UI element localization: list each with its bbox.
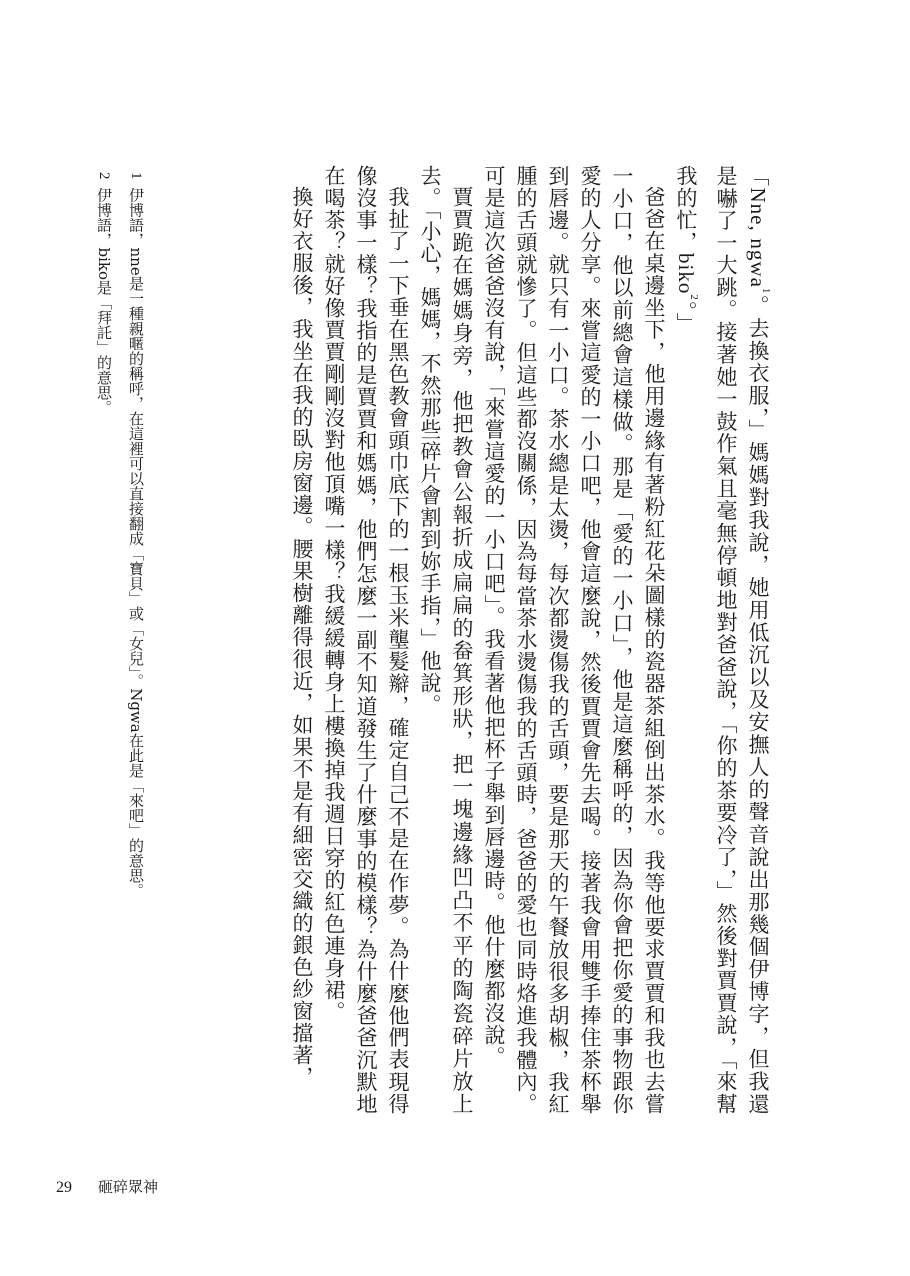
latin-term: biko	[674, 253, 698, 295]
footnotes	[88, 172, 152, 1122]
text-run: 賈賈跪在媽媽身旁，他把教會公報折成扁扁的畚箕形狀，把一塊邊緣凹凸不平的陶瓷碎片放上去。「小心，媽媽，不然那些碎片會割到妳手指，」他說。	[418, 165, 474, 1115]
text-run: 。去換衣服，」媽媽對我說，她用低沉以及安撫人的聲音說出那幾個伊博字，但我還是嚇了一大跳。接著她一鼓作氣且毫無停頓地對爸爸說，「你的茶要冷了，」然後對賈賈說，「來幫我的忙，	[674, 165, 770, 1115]
footnote-text: 伊博語，nne是一種親暱的稱呼，在這裡可以直接翻成「寶貝」或「女兒」。Ngwa在此是「來吧」的意思。	[127, 187, 145, 898]
book-title: 砸碎眾神	[98, 1178, 159, 1196]
footnote	[120, 172, 152, 1122]
footnote-number: 2	[96, 172, 112, 180]
page-footer	[56, 1176, 158, 1197]
footnote-ref: 1	[760, 287, 772, 295]
footnote-ref: 2	[688, 294, 700, 301]
paragraph	[286, 165, 318, 1115]
footnote	[88, 172, 120, 1122]
text-run: 我扯了一下垂在黑色教會頭巾底下的一根玉米壟髮辮，確定自己不是在作夢。為什麼他們表現得像沒事一樣？我指的是賈賈和媽媽，他們怎麼一副不知道發生了什麼事的模樣？為什麼爸爸沉默地在喝茶？就好像賈賈剛剛沒對他頂嘴一樣？我緩緩轉身上樓換掉我週日穿的紅色連身裙。	[322, 165, 410, 1115]
footnote-number: 1	[128, 172, 144, 180]
text-run: 換好衣服後，我坐在我的臥房窗邊。腰果樹離得很近，如果不是有細密交織的銀色紗窗擋著，	[290, 186, 314, 1088]
paragraph	[414, 165, 478, 1115]
text-run: 。」	[674, 300, 698, 335]
latin-term: Nne, ngwa	[746, 187, 770, 288]
text-run: 「	[746, 165, 770, 188]
paragraph	[670, 165, 782, 1115]
text-run: 爸爸在桌邊坐下，他用邊緣有著粉紅花朵圖樣的瓷器茶組倒出茶水。我等他要求賈賈和我也去嘗一小口，他以前總會這樣做。那是「愛的一小口」，他是這麼稱呼的，因為你會把你愛的事物跟你愛的人分享。來嘗這愛的一小口吧，他會這麼說，然後賈賈會先去喝。接著我會用雙手捧住茶杯舉到唇邊。就只有一小口。茶水總是太燙，每次都燙傷我的舌頭，要是那天的午餐放很多胡椒，我紅腫的舌頭就慘了。但這些都沒關係，因為每當茶水燙傷我的舌頭時，爸爸的愛也同時烙進我體內。可是這次爸爸沒有說，「來嘗這愛的一小口吧」。我看著他把杯子舉到唇邊時。他什麼都沒說。	[482, 165, 666, 1115]
body-text	[286, 165, 782, 1115]
paragraph	[478, 165, 670, 1115]
paragraph	[318, 165, 414, 1115]
page-number: 29	[56, 1179, 72, 1196]
footnote-text: 伊博語，biko是「拜託」的意思。	[95, 187, 113, 416]
